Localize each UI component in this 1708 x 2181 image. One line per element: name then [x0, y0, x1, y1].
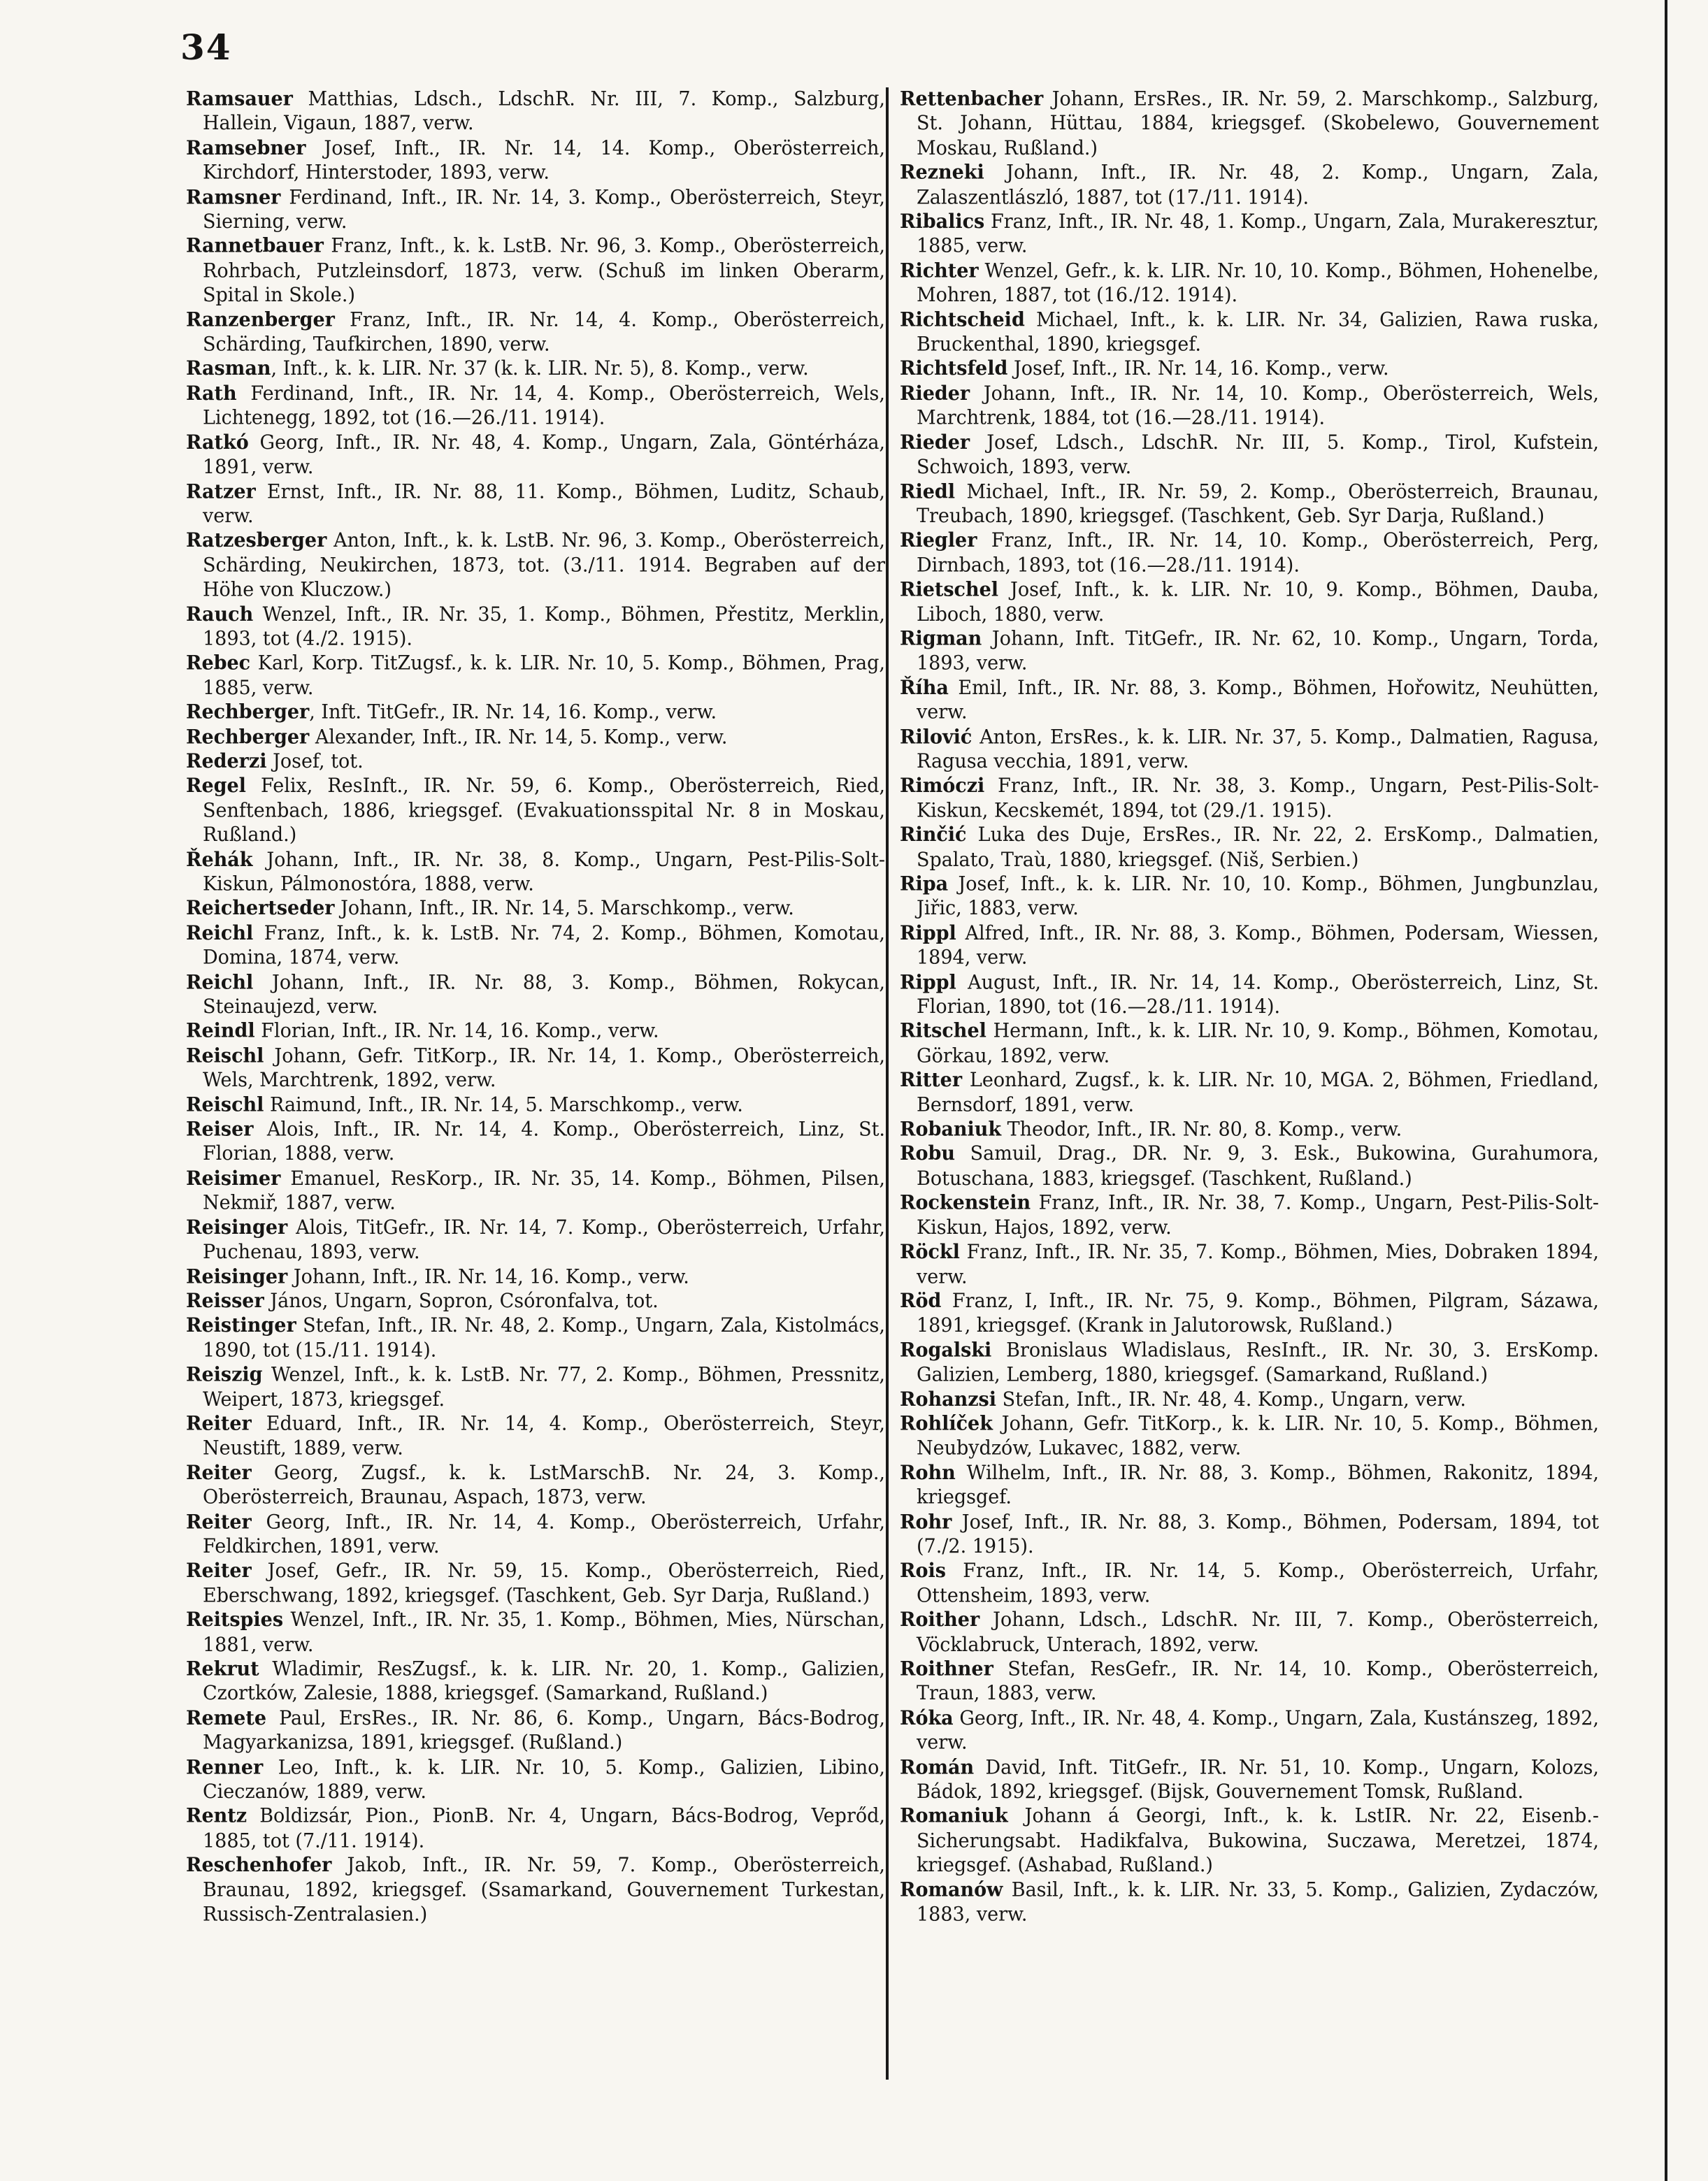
entry-details: Franz, Inft., k. k. LstB. Nr. 74, 2. Komp., Böhmen, Komotau, Domina, 1874, verw. [203, 922, 885, 969]
register-entry [900, 1510, 1599, 1559]
entry-details: Samuil, Drag., DR. Nr. 9, 3. Esk., Bukowina, Gurahumora, Botuschana, 1883, kriegsgef. (Taschkent, Rußland.) [917, 1143, 1599, 1190]
entry-surname: Romanów [900, 1878, 1003, 1901]
entry-details: , Inft., k. k. LIR. Nr. 37 (k. k. LIR. Nr. 5), 8. Komp., verw. [271, 358, 809, 380]
entry-details: Emanuel, ResKorp., IR. Nr. 35, 14. Komp., Böhmen, Pilsen, Nekmiř, 1887, verw. [203, 1167, 885, 1214]
entry-details: Johann, Inft., IR. Nr. 14, 16. Komp., verw. [287, 1265, 689, 1288]
register-entry [186, 1854, 885, 1927]
entry-surname: Román [900, 1756, 975, 1779]
entry-surname: Rippl [900, 922, 956, 944]
register-entry [900, 1560, 1599, 1608]
entry-surname: Rockenstein [900, 1192, 1031, 1214]
register-entry [900, 1142, 1599, 1191]
register-entry [186, 1118, 885, 1167]
entry-surname: Ribalics [900, 210, 985, 233]
entry-surname: Ramsauer [186, 88, 293, 110]
entry-details: Wenzel, Gefr., k. k. LIR. Nr. 10, 10. Komp., Böhmen, Hohenelbe, Mohren, 1887, tot (16./12. 1914). [917, 259, 1599, 307]
entry-details: Matthias, Ldsch., LdschR. Nr. III, 7. Komp., Salzburg, Hallein, Vigaun, 1887, verw. [203, 88, 885, 135]
entry-details: Franz, Inft., IR. Nr. 48, 1. Komp., Ungarn, Zala, Murakeresztur, 1885, verw. [917, 210, 1599, 258]
entry-surname: Reichl [186, 922, 254, 944]
register-entry [186, 1461, 885, 1510]
register-entry [900, 1118, 1599, 1142]
register-entry [186, 700, 885, 725]
entry-surname: Regel [186, 775, 246, 798]
register-entry [186, 1167, 885, 1216]
entry-details: Franz, I, Inft., IR. Nr. 75, 9. Komp., Böhmen, Pilgram, Sázawa, 1891, kriegsgef. (Krank in Jalutorowsk, Rußland.) [917, 1290, 1599, 1337]
entry-surname: Roither [900, 1608, 980, 1632]
entry-details: Johann, ErsRes., IR. Nr. 59, 2. Marschkomp., Salzburg, St. Johann, Hüttau, 1884, kriegsgef. (Skobelewo, Gouvernement Moskau, Rußland.) [917, 88, 1599, 159]
entry-details: Franz, Inft., IR. Nr. 14, 4. Komp., Oberösterreich, Schärding, Taufkirchen, 1890, verw. [203, 308, 885, 356]
entry-surname: Röckl [900, 1241, 960, 1264]
register-entry [900, 480, 1599, 529]
register-entry [900, 725, 1599, 774]
register-entry [900, 775, 1599, 823]
entry-surname: Rebec [186, 652, 251, 675]
entry-details: Johann, Inft., IR. Nr. 38, 8. Komp., Ungarn, Pest-Pilis-Solt-Kiskun, Pálmonostóra, 1888, verw. [203, 848, 885, 895]
entry-details: Wilhelm, Inft., IR. Nr. 88, 3. Komp., Böhmen, Rakonitz, 1894, kriegsgef. [917, 1462, 1599, 1509]
entry-details: Ferdinand, Inft., IR. Nr. 14, 3. Komp., Oberösterreich, Steyr, Sierning, verw. [203, 186, 885, 233]
entry-surname: Rohr [900, 1511, 952, 1534]
entry-details: Leo, Inft., k. k. LIR. Nr. 10, 5. Komp., Galizien, Libino, Cieczanów, 1889, verw. [203, 1756, 885, 1804]
register-entry [900, 161, 1599, 210]
entry-surname: Reistinger [186, 1314, 296, 1337]
entry-details: Josef, Inft., IR. Nr. 14, 14. Komp., Oberösterreich, Kirchdorf, Hinterstoder, 1893, verw. [203, 137, 885, 184]
entry-details: Johann, Inft. TitGefr., IR. Nr. 62, 10. Komp., Ungarn, Torda, 1893, verw. [917, 628, 1599, 675]
entry-surname: Reisimer [186, 1167, 281, 1190]
entry-details: Ernst, Inft., IR. Nr. 88, 11. Komp., Böhmen, Luditz, Schaub, verw. [203, 480, 885, 528]
register-entry [900, 627, 1599, 676]
register-entry [186, 970, 885, 1019]
entry-surname: Roithner [900, 1658, 993, 1680]
entry-surname: Řehák [186, 848, 253, 871]
register-entry [186, 775, 885, 848]
register-entry [186, 357, 885, 382]
right-column [900, 87, 1599, 1927]
entry-details: Bronislaus Wladislaus, ResInft., IR. Nr. 30, 3. ErsKomp. Galizien, Lemberg, 1880, kriegsgef. (Samarkand, Rußland.) [917, 1339, 1599, 1386]
entry-surname: Reisser [186, 1290, 264, 1313]
register-entry [900, 1020, 1599, 1069]
entry-surname: Ritter [900, 1069, 963, 1092]
register-entry [186, 1608, 885, 1657]
entry-details: Stefan, Inft., IR. Nr. 48, 2. Komp., Ungarn, Zala, Kistolmács, 1890, tot (15./11. 1914). [203, 1314, 885, 1362]
register-entry [186, 1657, 885, 1706]
entry-details: Franz, Inft., IR. Nr. 14, 5. Komp., Oberösterreich, Urfahr, Ottensheim, 1893, verw. [917, 1560, 1599, 1607]
register-entry [186, 1560, 885, 1608]
entry-surname: Rauch [186, 603, 254, 626]
entry-details: Georg, Inft., IR. Nr. 48, 4. Komp., Ungarn, Zala, Kustánszeg, 1892, verw. [917, 1707, 1599, 1754]
entry-details: Alois, Inft., IR. Nr. 14, 4. Komp., Oberösterreich, Linz, St. Florian, 1888, verw. [203, 1118, 885, 1165]
entry-surname: Reiter [186, 1413, 252, 1435]
register-entry [900, 431, 1599, 480]
entry-details: Raimund, Inft., IR. Nr. 14, 5. Marschkomp., verw. [264, 1093, 743, 1116]
entry-details: Michael, Inft., IR. Nr. 59, 2. Komp., Oberösterreich, Braunau, Treubach, 1890, kriegsgef. (Taschkent, Geb. Syr Darja, Rußland.) [917, 480, 1599, 528]
entry-details: Josef, Inft., IR. Nr. 14, 16. Komp., verw. [1007, 358, 1389, 380]
entry-details: Johann, Inft., IR. Nr. 14, 10. Komp., Oberösterreich, Wels, Marchtrenk, 1884, tot (16.—28./11. 1914). [917, 382, 1599, 429]
register-entry [186, 308, 885, 357]
register-entry [900, 823, 1599, 872]
entry-surname: Rois [900, 1560, 946, 1583]
register-entry [900, 1339, 1599, 1388]
entry-surname: Rentz [186, 1805, 247, 1828]
entry-details: Felix, ResInft., IR. Nr. 59, 6. Komp., Oberösterreich, Ried, Senftenbach, 1886, kriegsgef. (Evakuationsspital Nr. 8 in Moskau, Rußland.) [203, 775, 885, 847]
entry-details: Emil, Inft., IR. Nr. 88, 3. Komp., Böhmen, Hořowitz, Neuhütten, verw. [917, 677, 1599, 724]
entry-surname: Rannetbauer [186, 235, 324, 258]
entry-surname: Rettenbacher [900, 88, 1044, 110]
entry-details: Paul, ErsRes., IR. Nr. 86, 6. Komp., Ungarn, Bács-Bodrog, Magyarkanizsa, 1891, kriegsgef. (Rußland.) [203, 1707, 885, 1754]
entry-details: David, Inft. TitGefr., IR. Nr. 51, 10. Komp., Ungarn, Kolozs, Bádok, 1892, kriegsgef. (Bijsk, Gouvernement Tomsk, Rußland. [917, 1756, 1599, 1804]
entry-surname: Rasman [186, 358, 271, 380]
entry-details: Wladimir, ResZugsf., k. k. LIR. Nr. 20, 1. Komp., Galizien, Czortków, Zalesie, 1888, kriegsgef. (Samarkand, Rußland.) [203, 1658, 885, 1705]
register-entry [900, 210, 1599, 259]
entry-surname: Reitspies [186, 1608, 284, 1632]
entry-surname: Rezneki [900, 161, 984, 184]
register-entry [186, 1314, 885, 1363]
entry-details: , Inft. TitGefr., IR. Nr. 14, 16. Komp., verw. [309, 701, 717, 724]
entry-details: Johann, Ldsch., LdschR. Nr. III, 7. Komp., Oberösterreich, Vöcklabruck, Unterach, 1892, verw. [917, 1608, 1599, 1656]
register-entry [900, 1878, 1599, 1927]
entry-surname: Rieder [900, 382, 970, 405]
entry-details: Georg, Zugsf., k. k. LstMarschB. Nr. 24, 3. Komp., Oberösterreich, Braunau, Aspach, 1873, verw. [203, 1462, 885, 1509]
entry-surname: Reisinger [186, 1265, 288, 1288]
entry-surname: Remete [186, 1707, 267, 1729]
entry-details: Florian, Inft., IR. Nr. 14, 16. Komp., verw. [254, 1020, 659, 1043]
register-entry [186, 848, 885, 897]
left-column [186, 87, 885, 1927]
entry-details: Theodor, Inft., IR. Nr. 80, 8. Komp., verw. [1001, 1118, 1402, 1141]
entry-surname: Robu [900, 1143, 955, 1165]
register-entry [900, 676, 1599, 725]
register-entry [186, 921, 885, 970]
entry-details: Georg, Inft., IR. Nr. 48, 4. Komp., Ungarn, Zala, Göntérháza, 1891, verw. [203, 431, 885, 479]
entry-surname: Rechberger [186, 701, 310, 724]
entry-details: Franz, Inft., IR. Nr. 14, 10. Komp., Oberösterreich, Perg, Dirnbach, 1893, tot (16.—28./11. 1914). [917, 529, 1599, 577]
entry-surname: Reiser [186, 1118, 254, 1141]
entry-details: Stefan, Inft., IR. Nr. 48, 4. Komp., Ungarn, verw. [996, 1388, 1466, 1411]
entry-details: Josef, Inft., k. k. LIR. Nr. 10, 9. Komp., Böhmen, Dauba, Liboch, 1880, verw. [917, 578, 1599, 626]
entry-surname: Rinčić [900, 823, 967, 847]
entry-details: Anton, Inft., k. k. LstB. Nr. 96, 3. Komp., Oberösterreich, Schärding, Neukirchen, 1873, tot. (3./11. 1914. Begraben auf der Höhe von Kluczow.) [203, 529, 885, 601]
entry-surname: Riegler [900, 529, 977, 552]
page-number: 34 [180, 27, 232, 68]
register-entry [900, 87, 1599, 161]
entry-details: Stefan, ResGefr., IR. Nr. 14, 10. Komp., Oberösterreich, Traun, 1883, verw. [917, 1658, 1599, 1705]
register-entry [186, 1706, 885, 1755]
entry-surname: Rilović [900, 726, 973, 749]
entry-details: Alexander, Inft., IR. Nr. 14, 5. Komp., verw. [309, 726, 728, 749]
entry-surname: Reischl [186, 1044, 264, 1067]
entry-details: Johann, Gefr. TitKorp., k. k. LIR. Nr. 10, 5. Komp., Böhmen, Neubydzów, Lukavec, 1882, verw. [917, 1413, 1599, 1460]
entry-surname: Ritschel [900, 1020, 986, 1043]
entry-details: Josef, Inft., k. k. LIR. Nr. 10, 10. Komp., Böhmen, Jungbunzlau, Jiřic, 1883, verw. [917, 873, 1599, 920]
entry-details: Johann, Gefr. TitKorp., IR. Nr. 14, 1. Komp., Oberösterreich, Wels, Marchtrenk, 1892, verw. [203, 1044, 885, 1092]
register-entry [900, 578, 1599, 627]
entry-details: Michael, Inft., k. k. LIR. Nr. 34, Galizien, Rawa ruska, Bruckenthal, 1890, kriegsgef. [917, 308, 1599, 356]
register-entry [186, 1020, 885, 1044]
entry-surname: Rechberger [186, 726, 310, 749]
entry-surname: Rimóczi [900, 775, 985, 798]
entry-surname: Ripa [900, 873, 949, 895]
entry-details: Wenzel, Inft., k. k. LstB. Nr. 77, 2. Komp., Böhmen, Pressnitz, Weipert, 1873, kriegsgef. [203, 1363, 885, 1411]
entry-surname: Richtsfeld [900, 358, 1008, 380]
entry-surname: Rieder [900, 431, 970, 454]
entry-surname: Reindl [186, 1020, 255, 1043]
entry-details: Boldizsár, Pion., PionB. Nr. 4, Ungarn, Bács-Bodrog, Veprőd, 1885, tot (7./11. 1914). [203, 1805, 885, 1852]
register-entry [900, 1608, 1599, 1657]
entry-surname: Říha [900, 677, 949, 699]
register-entry [186, 1510, 885, 1559]
entry-surname: Ranzenberger [186, 308, 335, 331]
page-edge-rule [1665, 0, 1667, 2181]
entry-surname: Riedl [900, 480, 956, 503]
register-entry [900, 357, 1599, 382]
entry-details: Franz, Inft., k. k. LstB. Nr. 96, 3. Komp., Oberösterreich, Rohrbach, Putzleinsdorf, 1873, verw. (Schuß im linken Oberarm, Spital in Skole.) [203, 235, 885, 307]
register-entry [186, 1265, 885, 1290]
register-entry [186, 235, 885, 308]
entry-surname: Reiter [186, 1511, 252, 1534]
entry-surname: Reisinger [186, 1216, 288, 1239]
entry-surname: Reiter [186, 1462, 252, 1484]
register-entry [186, 603, 885, 652]
register-entry [900, 1706, 1599, 1755]
entry-surname: Ratzer [186, 480, 256, 503]
register-entry [900, 1290, 1599, 1339]
register-entry [186, 1805, 885, 1854]
entry-details: Johann, Inft., IR. Nr. 48, 2. Komp., Ungarn, Zala, Zalaszentlászló, 1887, tot (17./11. 1914). [917, 161, 1599, 209]
entry-surname: Reschenhofer [186, 1854, 332, 1877]
entry-details: Basil, Inft., k. k. LIR. Nr. 33, 5. Komp., Galizien, Zydaczów, 1883, verw. [917, 1878, 1599, 1926]
register-entry [186, 652, 885, 700]
entry-surname: Rekrut [186, 1658, 259, 1680]
entry-surname: Richtscheid [900, 308, 1025, 331]
entry-surname: Ramsebner [186, 137, 306, 159]
register-entry [900, 1412, 1599, 1461]
entry-surname: Robaniuk [900, 1118, 1002, 1141]
entry-surname: Ratkó [186, 431, 249, 454]
register-entry [186, 1755, 885, 1804]
entry-details: Georg, Inft., IR. Nr. 14, 4. Komp., Oberösterreich, Urfahr, Feldkirchen, 1891, verw. [203, 1511, 885, 1558]
register-entry [900, 308, 1599, 357]
entry-details: Josef, Inft., IR. Nr. 88, 3. Komp., Böhmen, Podersam, 1894, tot (7./2. 1915). [917, 1511, 1599, 1558]
register-entry [186, 480, 885, 529]
entry-details: Hermann, Inft., k. k. LIR. Nr. 10, 9. Komp., Böhmen, Komotau, Görkau, 1892, verw. [917, 1020, 1599, 1067]
register-entry [900, 872, 1599, 921]
register-entry [900, 1240, 1599, 1289]
register-entry [900, 259, 1599, 308]
entry-surname: Rohlíček [900, 1413, 993, 1435]
entry-surname: Ramsner [186, 186, 281, 209]
register-entry [186, 1216, 885, 1265]
register-entry [186, 136, 885, 185]
register-entry [900, 1755, 1599, 1804]
entry-surname: Rogalski [900, 1339, 992, 1362]
register-entry [900, 970, 1599, 1019]
entry-details: Johann, Inft., IR. Nr. 14, 5. Marschkomp., verw. [334, 898, 794, 920]
register-entry [186, 529, 885, 603]
entry-details: Josef, tot. [266, 750, 364, 773]
register-entry [900, 1805, 1599, 1878]
register-entry [186, 1044, 885, 1093]
entry-surname: Róka [900, 1707, 954, 1729]
entry-surname: Romaniuk [900, 1805, 1008, 1828]
entry-details: Josef, Gefr., IR. Nr. 59, 15. Komp., Oberösterreich, Ried, Eberschwang, 1892, kriegsgef. (Taschkent, Geb. Syr Darja, Rußland.) [203, 1560, 885, 1607]
register-entry [900, 1461, 1599, 1510]
register-entry [186, 87, 885, 136]
register-entry [186, 431, 885, 480]
entry-details: Luka des Duje, ErsRes., IR. Nr. 22, 2. ErsKomp., Dalmatien, Spalato, Traù, 1880, kriegsgef. (Niš, Serbien.) [917, 823, 1599, 871]
entry-details: János, Ungarn, Sopron, Csóronfalva, tot. [264, 1290, 659, 1313]
register-entry [186, 1412, 885, 1461]
register-entry [900, 1191, 1599, 1240]
entry-surname: Reichl [186, 971, 254, 994]
entry-surname: Ratzesberger [186, 529, 327, 552]
entry-details: Ferdinand, Inft., IR. Nr. 14, 4. Komp., Oberösterreich, Wels, Lichtenegg, 1892, tot (16.—26./11. 1914). [203, 382, 885, 429]
register-entry [186, 750, 885, 775]
entry-details: Alfred, Inft., IR. Nr. 88, 3. Komp., Böhmen, Podersam, Wiessen, 1894, verw. [917, 922, 1599, 969]
entry-surname: Rigman [900, 628, 982, 650]
entry-surname: Rippl [900, 971, 956, 994]
entry-details: Josef, Ldsch., LdschR. Nr. III, 5. Komp., Tirol, Kufstein, Schwoich, 1893, verw. [917, 431, 1599, 479]
register-entry [900, 382, 1599, 431]
entry-surname: Renner [186, 1756, 264, 1779]
entry-surname: Rath [186, 382, 237, 405]
entry-surname: Röd [900, 1290, 942, 1313]
entry-details: Wenzel, Inft., IR. Nr. 35, 1. Komp., Böhmen, Mies, Nürschan, 1881, verw. [203, 1608, 885, 1656]
entry-details: Johann á Georgi, Inft., k. k. LstIR. Nr. 22, Eisenb.-Sicherungsabt. Hadikfalva, Bukowina, Suczawa, Meretzei, 1874, kriegsgef. (Ashabad, Rußland.) [917, 1805, 1599, 1877]
entry-surname: Rederzi [186, 750, 267, 773]
register-entry [186, 1290, 885, 1314]
entry-surname: Reiszig [186, 1363, 263, 1386]
entry-details: August, Inft., IR. Nr. 14, 14. Komp., Oberösterreich, Linz, St. Florian, 1890, tot (16.—28./11. 1914). [917, 971, 1599, 1018]
entry-details: Anton, ErsRes., k. k. LIR. Nr. 37, 5. Komp., Dalmatien, Ragusa, Ragusa vecchia, 1891, verw. [917, 726, 1599, 773]
register-entry [900, 529, 1599, 578]
register-entry [186, 1093, 885, 1118]
register-entry [900, 1657, 1599, 1706]
entry-details: Eduard, Inft., IR. Nr. 14, 4. Komp., Oberösterreich, Steyr, Neustift, 1889, verw. [203, 1413, 885, 1460]
entry-details: Alois, TitGefr., IR. Nr. 14, 7. Komp., Oberösterreich, Urfahr, Puchenau, 1893, verw. [203, 1216, 885, 1264]
register-entry [900, 1069, 1599, 1118]
entry-surname: Rietschel [900, 578, 999, 601]
register-entry [186, 725, 885, 749]
entry-details: Franz, Inft., IR. Nr. 38, 3. Komp., Ungarn, Pest-Pilis-Solt-Kiskun, Kecskemét, 1894, tot (29./1. 1915). [917, 775, 1599, 822]
entry-details: Johann, Inft., IR. Nr. 88, 3. Komp., Böhmen, Rokycan, Steinaujezd, verw. [203, 971, 885, 1018]
register-entry [900, 1388, 1599, 1412]
register-entry [186, 185, 885, 234]
entry-details: Karl, Korp. TitZugsf., k. k. LIR. Nr. 10, 5. Komp., Böhmen, Prag, 1885, verw. [203, 652, 885, 699]
entry-surname: Reischl [186, 1093, 264, 1116]
register-entry [186, 1363, 885, 1412]
entry-surname: Richter [900, 259, 979, 282]
entry-details: Jakob, Inft., IR. Nr. 59, 7. Komp., Oberösterreich, Braunau, 1892, kriegsgef. (Ssamarkand, Gouvernement Turkestan, Russisch-Zentralasien.) [203, 1854, 885, 1926]
entry-surname: Rohn [900, 1462, 956, 1484]
entry-details: Wenzel, Inft., IR. Nr. 35, 1. Komp., Böhmen, Přestitz, Merklin, 1893, tot (4./2. 1915). [203, 603, 885, 650]
entry-details: Franz, Inft., IR. Nr. 38, 7. Komp., Ungarn, Pest-Pilis-Solt-Kiskun, Hajos, 1892, verw. [917, 1192, 1599, 1239]
column-divider [886, 87, 889, 2080]
entry-details: Franz, Inft., IR. Nr. 35, 7. Komp., Böhmen, Mies, Dobraken 1894, verw. [917, 1241, 1599, 1288]
register-entry [186, 382, 885, 431]
register-entry [186, 897, 885, 921]
entry-surname: Reichertseder [186, 898, 335, 920]
entry-surname: Reiter [186, 1560, 252, 1583]
entry-surname: Rohanzsi [900, 1388, 996, 1411]
register-entry [900, 921, 1599, 970]
entry-details: Leonhard, Zugsf., k. k. LIR. Nr. 10, MGA. 2, Böhmen, Friedland, Bernsdorf, 1891, verw. [917, 1069, 1599, 1116]
